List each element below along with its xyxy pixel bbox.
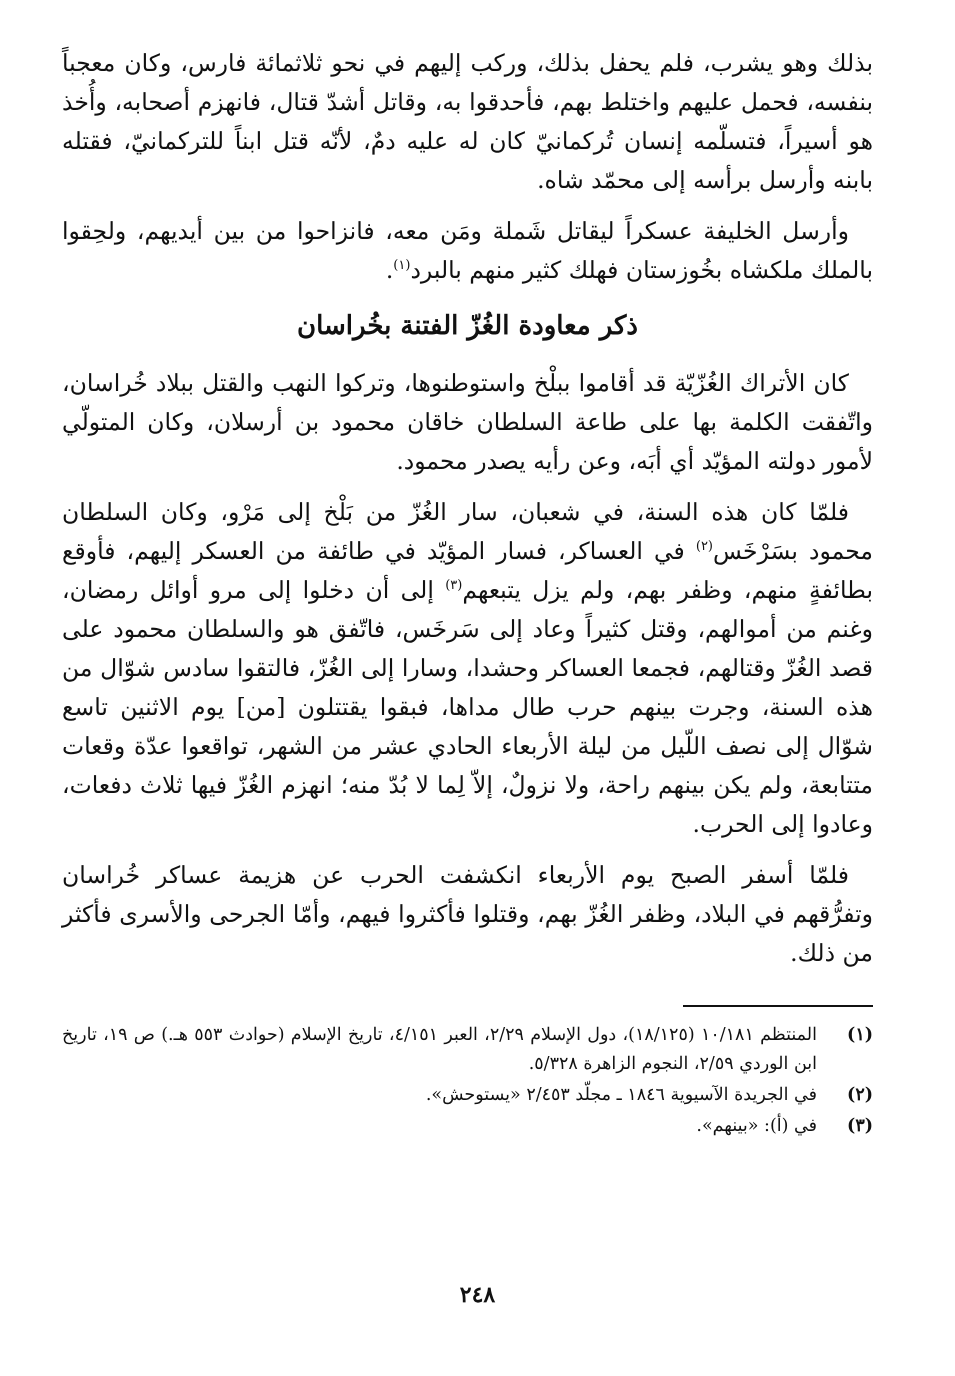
paragraph-text: في العساكر، فسار المؤيّد في طائفة من العسكر إليهم، فأوقع بطائفةٍ منهم، وظفر بهم، ولم يزل يتبعهم (62, 537, 873, 604)
footnote (62, 1081, 873, 1110)
footnote-text: المنتظم ١٠/١٨١ (١٨/١٢٥)، دول الإسلام ٢/٢٩، العبر ٤/١٥١، تاريخ الإسلام (حوادث ٥٥٣ هـ.) ص ١٩، تاريخ ابن الوردي ٢/٥٩، النجوم الزاهرة ٥/٣٢٨. (62, 1025, 817, 1074)
paragraph: فلمّا أسفر الصبح يوم الأربعاء انكشفت الحرب عن هزيمة عساكر خُراسان وتفرُّقهم في البلاد، وظفر الغُزّ بهم، وقتلوا فأكثروا فيهم، وأمّا الجرحى والأسرى فأكثر من ذلك. (62, 861, 873, 967)
paragraph-text: وأرسل الخليفة عسكراً ليقاتل شَملة ومَن معه، فانزاحوا من بين أيديهم، ولحِقوا بالملك ملكشاه بخُوزستان فهلك كثير منهم بالبرد (62, 217, 873, 284)
paragraph: كان الأتراك الغُزّيّة قد أقاموا ببلْخ واستوطنوها، وتركوا النهب والقتل ببلاد خُراسان، واتّفقت الكلمة بها على طاعة السلطان خاقان محمود بن أرسلان، وكان المتولّي لأمور دولته المؤيّد أي أبَه، وعن رأيه يصدر محمود. (62, 369, 873, 475)
paragraph: بذلك وهو يشرب، فلم يحفل بذلك، وركب إليهم في نحو ثلاثمائة فارس، وكان معجباً بنفسه، فحمل عليهم واختلط بهم، فأحدقوا به، وقاتل أشدّ قتال، فانهزم أصحابه، وأُخذ هو أسيراً، فتسلّمه إنسان تُركمانيّ كان له عليه دمٌ، لأنّه قتل ابناً للتركمانيّ، فقتله بابنه وأرسل برأسه إلى محمّد شاه. (62, 49, 873, 194)
section-heading: ذكر معاودة الغُزّ الفتنة بخُراسان (296, 311, 638, 341)
paragraph (62, 212, 873, 290)
paragraph-text: إلى أن دخلوا إلى مرو أوائل رمضان، وغنم من أموالهم، وقتل كثيراً وعاد إلى سَرخَس، فاتّفق هو والسلطان محمود على قصد الغُزّ وقتالهم، فجمعا العساكر وحشدا، وسارا إلى الغُزّ، فالتقوا سادس شوّال من هذه السنة، وجرت بينهم حرب طال مداها، فبقوا يقتتلون [من] يوم الاثنين تاسع شوّال إلى نصف اللّيل من ليلة الأربعاء الحادي عشر من الشهر، تواقعوا عدّة وقعات متتابعة، ولم يكن بينهم راحة، ولا نزولٌ، إلاّ لِما لا بُدّ منه؛ انهزم الغُزّ فيها ثلاث دفعات، وعادوا إلى الحرب. (62, 576, 873, 838)
page-number: ٢٤٨ (459, 1282, 496, 1308)
footnote-text: في (أ): «بينهم». (696, 1116, 817, 1136)
footnote-marker: (٣) (445, 578, 463, 594)
paragraph-text: فلمّا كان هذه السنة، في شعبان، سار الغُزّ من بَلْخ إلى مَرْو، وكان السلطان محمود بسَرْخَس (62, 498, 873, 565)
body-text (62, 44, 873, 973)
footnote-separator (683, 1005, 873, 1007)
paragraph-text: . (385, 256, 394, 284)
footnotes (62, 1021, 873, 1141)
footnote-number: (١) (847, 1025, 873, 1045)
footnote-number: (٣) (847, 1116, 873, 1136)
footnote-marker: (٢) (695, 539, 713, 555)
paragraph (62, 493, 873, 844)
footnote-number: (٢) (847, 1085, 873, 1105)
footnote (62, 1112, 873, 1141)
footnote (62, 1021, 873, 1079)
footnote-text: في الجريدة الآسيوية ١٨٤٦ ـ مجلّد ٢/٤٥٣ «يستوحش». (425, 1085, 817, 1105)
footnote-marker: (١) (393, 258, 411, 274)
